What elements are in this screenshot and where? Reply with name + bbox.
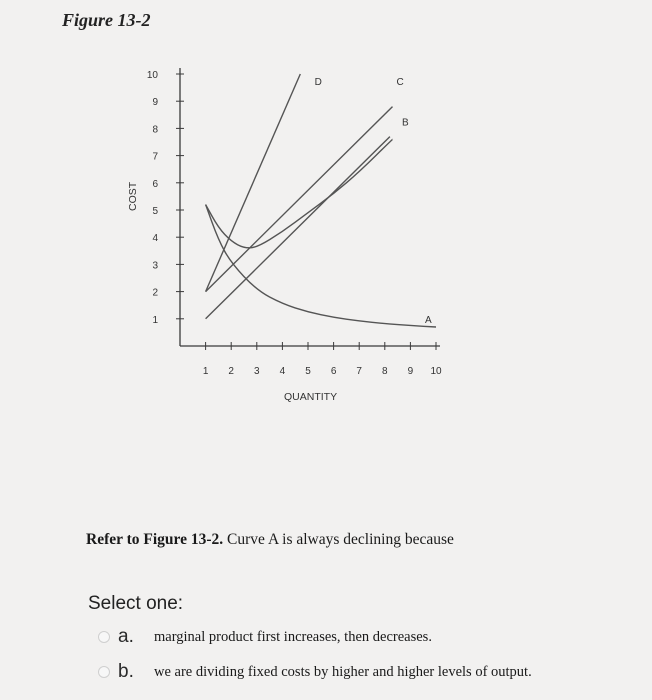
x-axis-label: QUANTITY (284, 391, 338, 403)
curve-a (206, 205, 436, 327)
x-tick-label: 9 (407, 366, 414, 377)
answer-option-a[interactable] (98, 626, 432, 648)
select-one-label: Select one: (88, 593, 184, 614)
option-text-b: we are dividing fixed costs by higher and higher levels of output. (154, 663, 532, 680)
y-tick-label: 4 (152, 233, 158, 245)
y-tick-label: 7 (152, 151, 158, 163)
question-body: Curve A is always declining because (223, 531, 454, 548)
x-tick-label: 2 (228, 366, 234, 377)
x-tick-label: 3 (254, 366, 260, 377)
y-tick-label: 3 (152, 260, 158, 272)
y-tick-label: 6 (152, 178, 158, 190)
answer-option-b[interactable] (98, 661, 532, 683)
y-tick-label: 8 (152, 124, 158, 136)
x-tick-label: 4 (279, 366, 286, 377)
curve-label-c: C (396, 76, 404, 88)
y-tick-label: 10 (146, 70, 158, 81)
y-axis-label: COST (127, 181, 139, 211)
figure-title: Figure 13-2 (62, 10, 151, 30)
y-tick-label: 5 (152, 206, 158, 217)
curve-label-d: D (314, 76, 322, 88)
curve-u-shaped (206, 139, 393, 248)
radio-button-b[interactable] (98, 666, 110, 678)
radio-button-a[interactable] (98, 631, 110, 643)
x-tick-label: 8 (382, 366, 388, 377)
curve-label-a: A (424, 314, 432, 326)
y-tick-label: 9 (152, 97, 158, 109)
x-tick-label: 5 (305, 366, 311, 377)
curve-label-b: B (401, 117, 409, 129)
x-tick-label: 1 (202, 366, 209, 377)
question-text (86, 531, 454, 549)
x-tick-label: 10 (430, 366, 442, 377)
y-tick-label: 2 (152, 287, 158, 299)
x-tick-label: 7 (356, 366, 362, 377)
y-tick-label: 1 (152, 314, 158, 326)
option-text-a: marginal product first increases, then decreases. (154, 628, 432, 645)
option-letter-b: b. (118, 661, 134, 682)
question-ref: Refer to Figure 13-2. (86, 531, 224, 548)
curve-c (206, 107, 393, 292)
x-tick-label: 6 (330, 366, 337, 377)
curve-d (206, 74, 301, 292)
option-letter-a: a. (118, 626, 134, 647)
